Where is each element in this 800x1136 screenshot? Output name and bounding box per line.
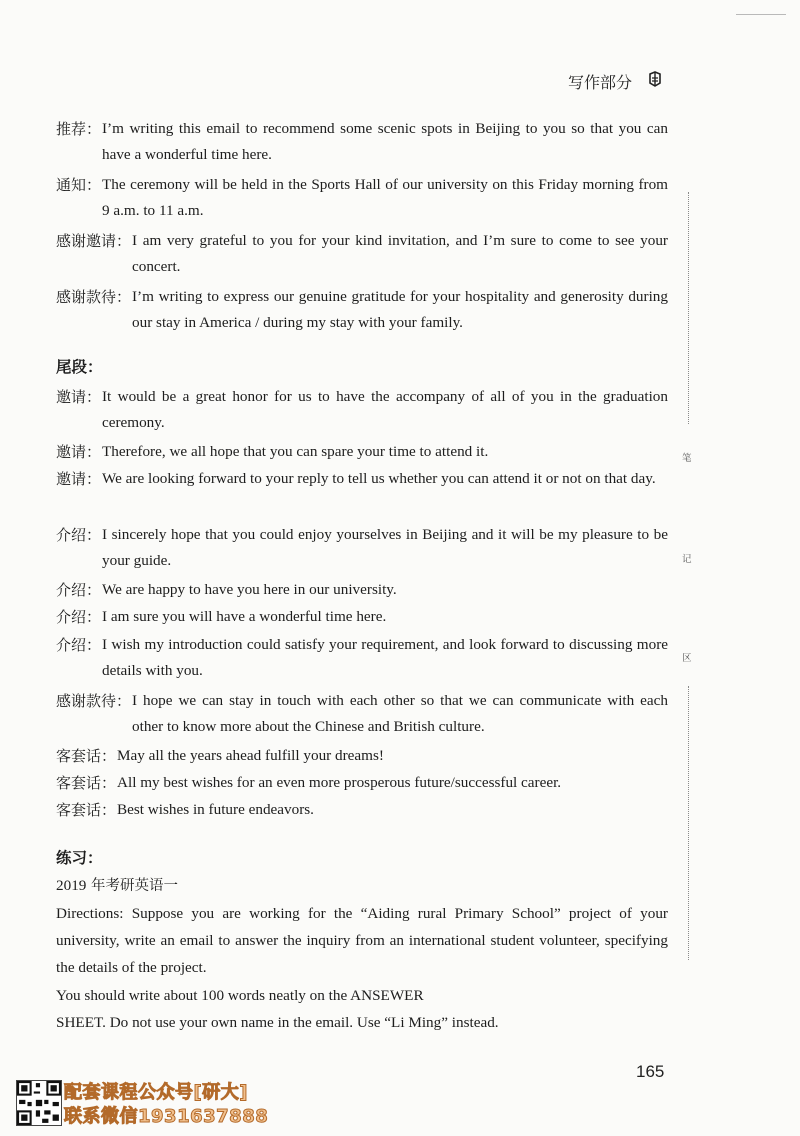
entry-text: May all the years ahead fulfill your dreams!	[117, 747, 384, 764]
entry-label: 介绍：	[56, 526, 102, 544]
entry-text: It would be a great honor for us to have the accompany of all of you in the graduation ceremony.	[102, 388, 668, 431]
instruction-line-1: You should write about 100 words neatly on the ANSEWER	[56, 987, 424, 1004]
entry-label: 邀请：	[56, 388, 102, 406]
entry-label: 感谢邀请：	[56, 232, 132, 250]
entry-text: The ceremony will be held in the Sports Hall of our university on this Friday morning from 9 a.m. to 11 a.m.	[102, 176, 668, 219]
pen-book-icon	[646, 70, 664, 88]
entry-label: 客套话：	[56, 747, 117, 765]
closing-invite-1	[56, 384, 668, 436]
closing-intro-3	[56, 604, 668, 630]
closing-intro-2	[56, 577, 668, 603]
closing-courtesy-1	[56, 743, 668, 769]
entry-label: 通知：	[56, 176, 102, 194]
entry-label: 介绍：	[56, 581, 102, 599]
exam-year: 2019	[56, 877, 87, 894]
entry-label: 介绍：	[56, 608, 102, 626]
closing-courtesy-3	[56, 797, 668, 823]
entry-text: I wish my introduction could satisfy your requirement, and look forward to discussing more details with you.	[102, 636, 668, 679]
entry-label: 客套话：	[56, 801, 117, 819]
entry-text: All my best wishes for an even more prosperous future/successful career.	[117, 774, 562, 791]
closing-intro-1	[56, 522, 668, 574]
closing-invite-3	[56, 466, 668, 492]
entry-label: 推荐：	[56, 120, 102, 138]
opener-recommend	[56, 116, 668, 168]
closing-thanks-hospitality	[56, 688, 668, 740]
opener-thanks-hospitality	[56, 284, 668, 336]
promo-line-2: 联系微信1931637888	[64, 1106, 269, 1127]
promo-line-1: 配套课程公众号[研大]	[64, 1082, 248, 1103]
entry-label: 介绍：	[56, 636, 102, 654]
entry-label: 邀请：	[56, 443, 102, 461]
instruction-line-2: SHEET. Do not use your own name in the email. Use “Li Ming” instead.	[56, 1014, 499, 1031]
entry-text: I am very grateful to you for your kind invitation, and I’m sure to come to see your concert.	[132, 232, 668, 275]
page-number: 165	[636, 1062, 665, 1081]
notes-char: 区	[682, 653, 692, 664]
entry-label: 感谢款待：	[56, 692, 132, 710]
notes-margin-line	[688, 686, 689, 960]
entry-text: I hope we can stay in touch with each other so that we can communicate with each other to know more about the Chinese and British culture.	[132, 692, 668, 735]
exam-name: 年考研英语一	[86, 878, 178, 894]
entry-text: Best wishes in future endeavors.	[117, 801, 314, 818]
entry-label: 邀请：	[56, 470, 102, 488]
entry-text: I am sure you will have a wonderful time here.	[102, 608, 387, 625]
notes-char: 笔	[682, 453, 692, 464]
entry-text: I’m writing to express our genuine gratitude for your hospitality and generosity during our stay in America / during my stay with your family.	[132, 288, 668, 331]
closing-heading: 尾段：	[56, 358, 103, 376]
notes-char: 记	[682, 554, 692, 565]
entry-text: I’m writing this email to recommend some scenic spots in Beijing to you so that you can have a wonderful time here.	[102, 120, 668, 163]
entry-text: We are looking forward to your reply to tell us whether you can attend it or not on that day.	[102, 470, 656, 487]
entry-text: Therefore, we all hope that you can spare your time to attend it.	[102, 443, 489, 460]
practice-directions: Directions: Suppose you are working for the “Aiding rural Primary School” project of your university, write an email to answer the inquiry from an international student volunteer, specifying the details of the project.	[56, 905, 668, 976]
opener-notice	[56, 172, 668, 224]
closing-invite-2	[56, 439, 668, 465]
entry-label: 感谢款待：	[56, 288, 132, 306]
opener-thanks-invitation	[56, 228, 668, 280]
section-title: 写作部分	[568, 73, 633, 92]
entry-text: We are happy to have you here in our university.	[102, 581, 397, 598]
closing-courtesy-2	[56, 770, 668, 796]
notes-margin-line	[688, 192, 689, 424]
practice-heading: 练习：	[56, 849, 103, 867]
closing-intro-4	[56, 632, 668, 684]
exam-title	[56, 872, 668, 900]
qr-code-icon	[16, 1080, 62, 1126]
entry-label: 客套话：	[56, 774, 117, 792]
entry-text: I sincerely hope that you could enjoy yourselves in Beijing and it will be my pleasure to be your guide.	[102, 526, 668, 569]
top-rule	[736, 14, 786, 15]
